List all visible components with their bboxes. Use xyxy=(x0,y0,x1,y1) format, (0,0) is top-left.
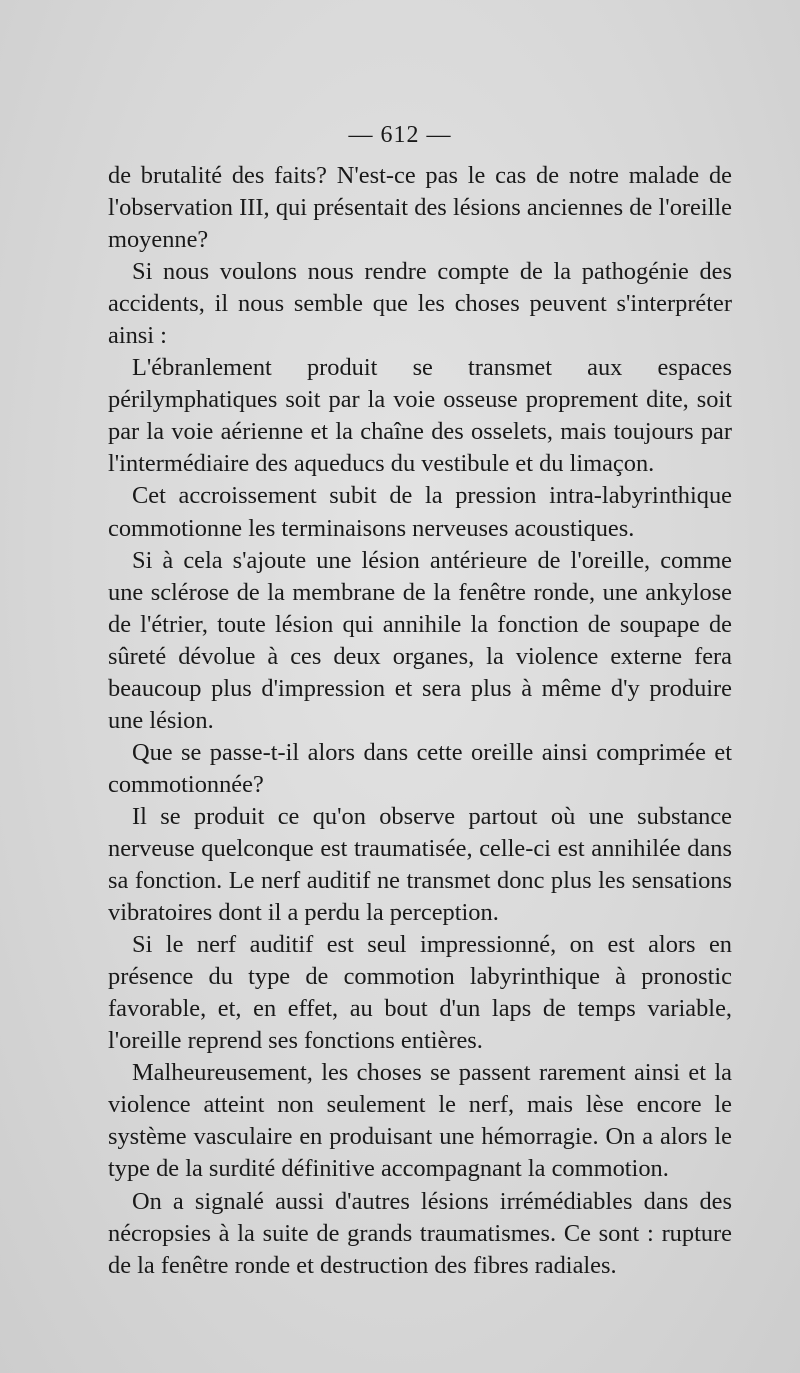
paragraph-9: Malheureusement, les choses se passent rarement ainsi et la violence atteint non seulement le nerf, mais lèse encore le système vasculaire en produisant une hémorragie. On a alors le type de la surdité définitive accompagnant la commotion. xyxy=(108,1059,732,1183)
paragraph-8: Si le nerf auditif est seul impressionné, on est alors en présence du type de commotion labyrinthique à pronostic favorable, et, en effet, au bout d'un laps de temps variable, l'oreille reprend ses fonctions entières. xyxy=(108,931,732,1055)
paragraph-10: On a signalé aussi d'autres lésions irrémédiables dans des nécropsies à la suite de grands traumatismes. Ce sont : rupture de la fenêtre ronde et destruction des fibres radiales. xyxy=(108,1187,732,1279)
paragraph-2: Si nous voulons nous rendre compte de la pathogénie des accidents, il nous semble que les choses peuvent s'interpréter ainsi : xyxy=(108,258,732,350)
paragraph-1: de brutalité des faits? N'est-ce pas le cas de notre malade de l'observation III, qui présentait des lésions anciennes de l'oreille moyenne? xyxy=(108,162,732,254)
paragraph-7: Il se produit ce qu'on observe partout où une substance nerveuse quelconque est traumatisée, celle-ci est annihilée dans sa fonction. Le nerf auditif ne transmet donc plus les sensations vibratoires dont il a perdu la perception. xyxy=(108,802,732,927)
paragraph-5: Si à cela s'ajoute une lésion antérieure de l'oreille, comme une sclérose de la membrane de la fenêtre ronde, une ankylose de l'étrier, toute lésion qui annihile la fonction de soupape de sûreté dévolue à ces deux organes, la violence externe fera beaucoup plus d'impression et sera plus à même d'y produire une lésion. xyxy=(108,546,732,734)
body-text xyxy=(108,160,732,1282)
paragraph-3: L'ébranlement produit se transmet aux espaces périlymphatiques soit par la voie osseuse proprement dite, soit par la voie aérienne et la chaîne des osselets, mais toujours par l'intermédiaire des aqueducs du vestibule et du limaçon. xyxy=(108,354,732,478)
paragraph-6: Que se passe-t-il alors dans cette oreille ainsi comprimée et commotionnée? xyxy=(108,738,732,798)
paragraph-4: Cet accroissement subit de la pression intra-labyrinthique commotionne les terminaisons nerveuses acoustiques. xyxy=(108,482,732,542)
page-number: — 612 — xyxy=(348,122,452,148)
